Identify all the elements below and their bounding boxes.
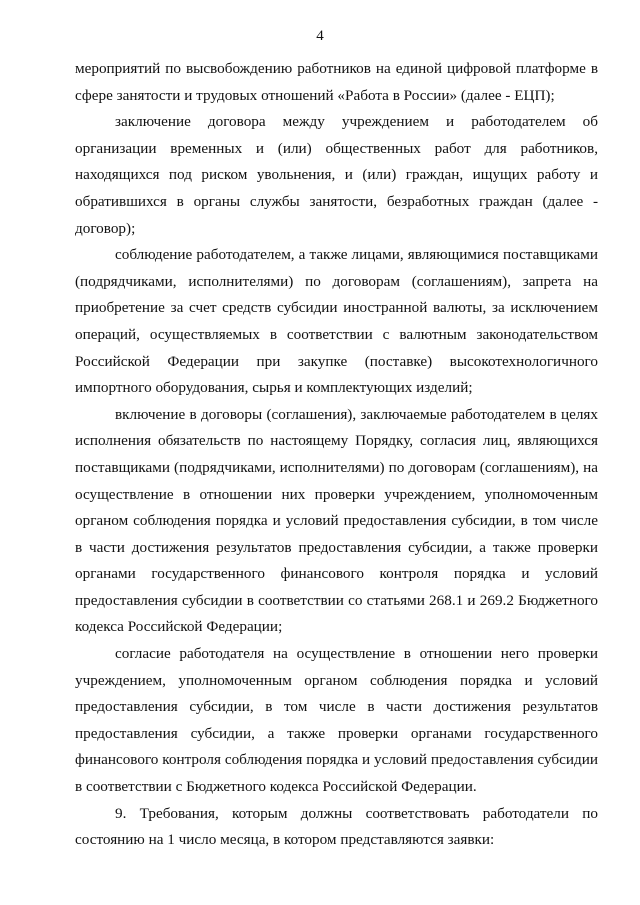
- paragraph-requirements-9: 9. Требования, которым должны соответствовать работодатели по состоянию на 1 число месяца, в котором представляются заявки:: [75, 804, 598, 849]
- page-number: 4: [316, 28, 324, 44]
- paragraph-contract: заключение договора между учреждением и работодателем об организации временных и (или) общественных работ для работников, находящихся под риском увольнения, и (или) граждан, ищущих работу и обратившихся в органы службы занятости, безработных граждан (далее - договор);: [75, 113, 598, 237]
- paragraph-employer-consent: согласие работодателя на осуществление в отношении него проверки учреждением, уполномоченным органом соблюдения порядка и условий предоставления субсидии, в том числе в части достижения результатов предоставления субсидии, а также проверки органами государственного финансового контроля соблюдения порядка и условий предоставления субсидии в соответствии с Бюджетного кодекса Российской Федерации.: [75, 645, 598, 796]
- document-body: [75, 56, 598, 854]
- paragraph-continuation: мероприятий по высвобождению работников на единой цифровой платформе в сфере занятости и трудовых отношений «Работа в России» (далее - ЕЦП);: [75, 60, 598, 104]
- paragraph-currency-ban: соблюдение работодателем, а также лицами, являющимися поставщиками (подрядчиками, исполнителями) по договорам (соглашениям), запрета на приобретение за счет средств субсидии иностранной валюты, за исключением операций, осуществляемых в соответствии с валютным законодательством Российской Федерации при закупке (поставке) высокотехнологичного импортного оборудования, сырья и комплектующих изделий;: [75, 246, 598, 397]
- paragraph-supplier-consent: включение в договоры (соглашения), заключаемые работодателем в целях исполнения обязательств по настоящему Порядку, согласия лиц, являющихся поставщиками (подрядчиками, исполнителями) по договорам (соглашениям), на осуществление в отношении них проверки учреждением, уполномоченным органом соблюдения порядка и условий предоставления субсидии, в том числе в части достижения результатов предоставления субсидии, а также проверки органами государственного финансового контроля порядка и условий предоставления субсидии в соответствии со статьями 268.1 и 269.2 Бюджетного кодекса Российской Федерации;: [75, 405, 598, 636]
